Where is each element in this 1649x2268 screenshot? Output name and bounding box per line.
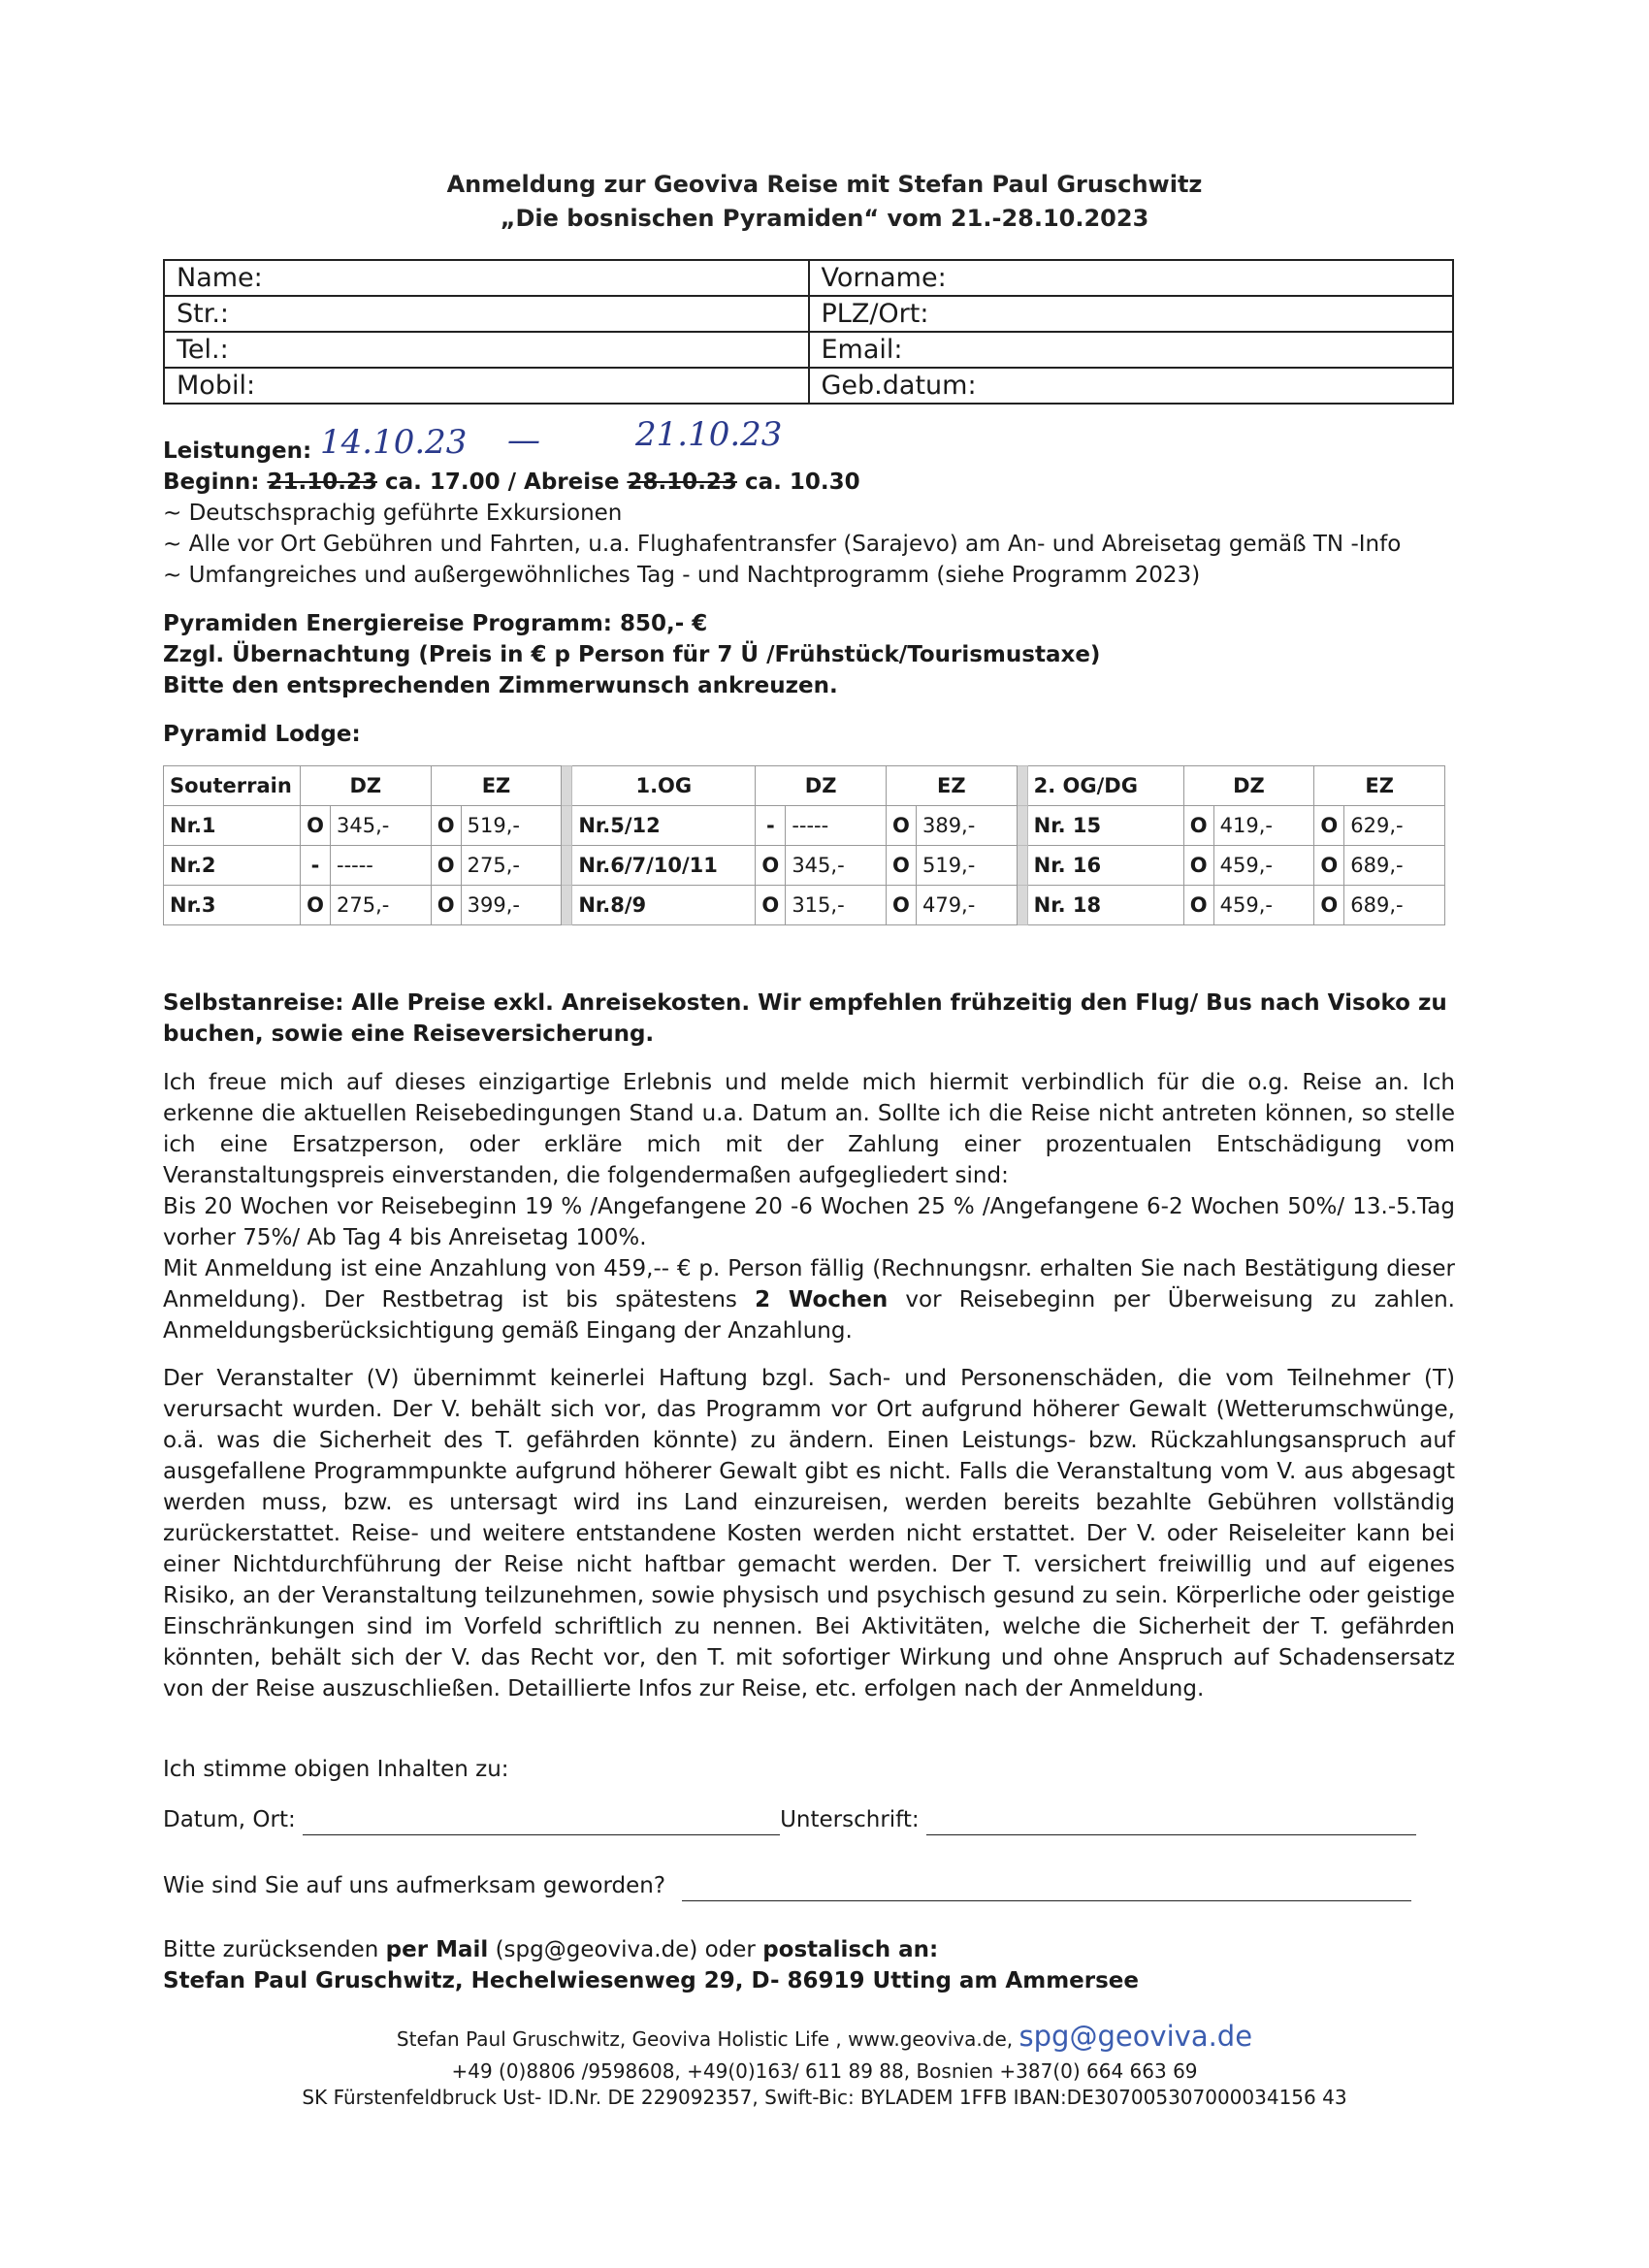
header-1og: 1.OG	[572, 766, 756, 806]
header-dz: DZ	[301, 766, 432, 806]
header-ez: EZ	[1314, 766, 1445, 806]
terms-text: Ich freue mich auf dieses einzigartige Erlebnis und melde mich hiermit verbindlich für die o.g. Reise an. Ich erkenne die aktuellen Reisebedingungen Stand u.a. Datum an. Sollte ich die Reise nicht antreten können, so stelle ich eine Ersatzperson, oder erkläre mich mit der Zahlung einer prozentualen Entschädigung vom Veranstaltungspreis einverstanden, die folgendermaßen aufgegliedert sind:	[163, 1070, 1455, 1188]
handwritten-start-date: 14.10.23	[320, 423, 468, 462]
accommodation-note: Zzgl. Übernachtung (Preis in € p Person für 7 Ü /Frühstück/Tourismustaxe)	[163, 642, 1101, 667]
footer-company: Stefan Paul Gruschwitz, Geoviva Holistic Life , www.geoviva.de,	[396, 2027, 1014, 2051]
room-checkbox[interactable]: O	[756, 846, 786, 886]
referral-row	[163, 1870, 1455, 1901]
room-number: Nr.5/12	[572, 806, 756, 846]
header-ez: EZ	[431, 766, 562, 806]
return-prefix: Bitte zurücksenden	[163, 1937, 379, 1962]
vorname-field[interactable]: Vorname:	[809, 260, 1454, 296]
room-number: Nr. 18	[1027, 886, 1183, 925]
header-dz: DZ	[756, 766, 887, 806]
room-price: 389,-	[916, 806, 1017, 846]
room-checkbox[interactable]: O	[1314, 806, 1344, 846]
deposit-text-b: vor Reisebeginn per Überweisung zu zahlen. Anmeldungsberücksichtigung gemäß Eingang der Anzahlung.	[163, 1287, 1455, 1344]
beginn-time: ca. 17.00 / Abreise	[384, 470, 620, 495]
room-number: Nr. 16	[1027, 846, 1183, 886]
birthdate-field[interactable]: Geb.datum:	[809, 368, 1454, 404]
return-postal: postalisch an:	[762, 1937, 939, 1962]
room-price: 629,-	[1344, 806, 1445, 846]
column-separator	[1017, 766, 1027, 806]
room-number: Nr.2	[164, 846, 301, 886]
room-number: Nr.3	[164, 886, 301, 925]
deposit-text	[163, 1253, 1455, 1346]
room-checkbox[interactable]: O	[886, 846, 916, 886]
header-dz: DZ	[1183, 766, 1314, 806]
deposit-deadline: 2 Wochen	[755, 1287, 889, 1312]
room-checkbox[interactable]: O	[1314, 846, 1344, 886]
beginn-struck-date: 21.10.23	[267, 470, 377, 495]
return-per-mail: per Mail	[385, 1937, 489, 1962]
room-price: 419,-	[1213, 806, 1314, 846]
signature-row	[163, 1804, 1455, 1835]
column-separator	[562, 766, 572, 806]
room-checkbox[interactable]: O	[1314, 886, 1344, 925]
room-price: 399,-	[461, 886, 562, 925]
datum-ort-label: Datum, Ort:	[163, 1807, 296, 1832]
personal-data-table	[163, 259, 1454, 405]
room-checkbox[interactable]: O	[1183, 886, 1213, 925]
column-separator	[1017, 806, 1027, 846]
column-separator	[562, 806, 572, 846]
room-price: 519,-	[461, 806, 562, 846]
consent-text: Ich stimme obigen Inhalten zu:	[163, 1757, 509, 1782]
abreise-time: ca. 10.30	[744, 470, 860, 495]
column-separator	[562, 846, 572, 886]
room-checkbox[interactable]: O	[756, 886, 786, 925]
room-checkbox: -	[301, 846, 331, 886]
liability-paragraph: Der Veranstalter (V) übernimmt keinerlei Haftung bzgl. Sach- und Personenschäden, die vom Teilnehmer (T) verursacht wurden. Der V. behält sich vor, das Programm vor Ort aufgrund höherer Gewalt (Wetterumschwünge, o.ä. was die Sicherheit des T. gefährden könnte) zu ändern. Einen Leistungs- bzw. Rückzahlungsanspruch auf ausgefallene Programmpunkte aufgrund höherer Gewalt gibt es nicht. Falls die Veranstaltung vom V. aus abgesagt werden muss, bzw. es untersagt wird ins Land einzureisen, werden bereits bezahlte Gebühren vollständig zurückerstattet. Reise- und weitere entstandene Kosten werden nicht erstattet. Der V. oder Reiseleiter kann bei einer Nichtdurchführung der Reise nicht haftbar gemacht werden. Der T. versichert freiwillig und auf eigenes Risiko, an der Veranstaltung teilzunehmen, sowie physisch und psychisch gesund zu sein. Körperliche oder geistige Einschränkungen sind im Vorfeld schriftlich zu nennen. Bei Aktivitäten, welche die Sicherheit der T. gefährden könnten, behält sich der V. das Recht vor, den T. mit sofortiger Wirkung und ohne Anspruch auf Schadensersatz von der Reise auszuschließen. Detaillierte Infos zur Reise, etc. erfolgen nach der Anmeldung.	[163, 1366, 1455, 1701]
room-price: 315,-	[786, 886, 887, 925]
beginn-label: Beginn:	[163, 470, 260, 495]
footer-bank: SK Fürstenfeldbruck Ust- ID.Nr. DE 229092357, Swift-Bic: BYLADEM 1FFB IBAN:DE307005307000034156 43	[302, 2086, 1347, 2109]
room-price: 345,-	[786, 846, 887, 886]
selbstanreise-note: Selbstanreise: Alle Preise exkl. Anreisekosten. Wir empfehlen frühzeitig den Flug/ Bus nach Visoko zu buchen, sowie eine Reiseversicherung.	[163, 990, 1447, 1047]
datum-ort-input[interactable]	[303, 1809, 780, 1835]
column-separator	[1017, 886, 1027, 925]
room-number: Nr.8/9	[572, 886, 756, 925]
room-checkbox[interactable]: O	[886, 806, 916, 846]
room-price: 689,-	[1344, 886, 1445, 925]
lodge-heading: Pyramid Lodge:	[163, 722, 361, 747]
footer-phone: +49 (0)8806 /9598608, +49(0)163/ 611 89 88, Bosnien +387(0) 664 663 69	[451, 2059, 1198, 2083]
room-price: 275,-	[461, 846, 562, 886]
room-checkbox[interactable]: O	[301, 886, 331, 925]
room-price: 275,-	[331, 886, 432, 925]
return-instructions	[163, 1934, 938, 1965]
plz-ort-field[interactable]: PLZ/Ort:	[809, 296, 1454, 332]
cancellation-fees: Bis 20 Wochen vor Reisebeginn 19 % /Angefangene 20 -6 Wochen 25 % /Angefangene 6-2 Wochen 50%/ 13.-5.Tag vorher 75%/ Ab Tag 4 bis Anreisetag 100%.	[163, 1194, 1455, 1250]
leistungen-item: ~ Umfangreiches und außergewöhnliches Tag - und Nachtprogramm (siehe Programm 2023)	[163, 563, 1201, 588]
room-checkbox[interactable]: O	[886, 886, 916, 925]
handwritten-end-date: 21.10.23	[635, 415, 783, 454]
table-row	[164, 846, 1445, 886]
table-row	[164, 806, 1445, 846]
beginn-line	[163, 467, 860, 498]
room-price: 479,-	[916, 886, 1017, 925]
form-subtitle: „Die bosnischen Pyramiden“ vom 21.-28.10.2023	[500, 205, 1149, 232]
signature-label: Unterschrift:	[780, 1807, 920, 1832]
handwritten-dash: —	[507, 421, 540, 460]
room-checkbox: -	[756, 806, 786, 846]
room-price: 459,-	[1213, 846, 1314, 886]
room-checkbox[interactable]: O	[431, 806, 461, 846]
room-checkbox[interactable]: O	[431, 846, 461, 886]
abreise-struck-date: 28.10.23	[627, 470, 737, 495]
header-ez: EZ	[886, 766, 1017, 806]
room-price: 459,-	[1213, 886, 1314, 925]
referral-label: Wie sind Sie auf uns aufmerksam geworden?	[163, 1873, 666, 1898]
room-choice-note: Bitte den entsprechenden Zimmerwunsch ankreuzen.	[163, 673, 838, 698]
room-price: -----	[786, 806, 887, 846]
column-separator	[562, 886, 572, 925]
program-price: Pyramiden Energiereise Programm: 850,- €	[163, 611, 708, 636]
room-price-table	[163, 765, 1445, 925]
leistungen-item: ~ Deutschsprachig geführte Exkursionen	[163, 501, 623, 526]
mobile-field[interactable]: Mobil:	[164, 368, 809, 404]
room-price: -----	[331, 846, 432, 886]
referral-input[interactable]	[682, 1875, 1411, 1901]
room-number: Nr.6/7/10/11	[572, 846, 756, 886]
form-title: Anmeldung zur Geoviva Reise mit Stefan Paul Gruschwitz	[446, 171, 1203, 198]
room-checkbox[interactable]: O	[1183, 806, 1213, 846]
name-field[interactable]: Name:	[164, 260, 809, 296]
room-checkbox[interactable]: O	[301, 806, 331, 846]
signature-input[interactable]	[926, 1809, 1416, 1835]
email-field[interactable]: Email:	[809, 332, 1454, 368]
header-souterrain: Souterrain	[164, 766, 301, 806]
street-field[interactable]: Str.:	[164, 296, 809, 332]
table-row	[164, 886, 1445, 925]
room-price: 689,-	[1344, 846, 1445, 886]
phone-field[interactable]: Tel.:	[164, 332, 809, 368]
header-2og-dg: 2. OG/DG	[1027, 766, 1183, 806]
room-checkbox[interactable]: O	[431, 886, 461, 925]
return-address: Stefan Paul Gruschwitz, Hechelwiesenweg 29, D- 86919 Utting am Ammersee	[163, 1968, 1139, 1993]
room-number: Nr.1	[164, 806, 301, 846]
column-separator	[1017, 846, 1027, 886]
leistungen-item: ~ Alle vor Ort Gebühren und Fahrten, u.a. Flughafentransfer (Sarajevo) am An- und Abreisetag gemäß TN -Info	[163, 532, 1402, 557]
room-price: 345,-	[331, 806, 432, 846]
footer-line-1	[0, 2020, 1649, 2053]
room-checkbox[interactable]: O	[1183, 846, 1213, 886]
return-mail: (spg@geoviva.de) oder	[495, 1937, 756, 1962]
room-number: Nr. 15	[1027, 806, 1183, 846]
leistungen-label: Leistungen:	[163, 438, 312, 464]
footer-email-link[interactable]: spg@geoviva.de	[1018, 2020, 1253, 2053]
terms-paragraph-1	[163, 1067, 1455, 1346]
room-price: 519,-	[916, 846, 1017, 886]
deposit-text-a: Mit Anmeldung ist eine Anzahlung von 459,-- € p. Person fällig (Rechnungsnr. erhalten Sie nach Bestätigung dieser Anmeldung). Der Restbetrag ist bis spätestens	[163, 1256, 1455, 1312]
